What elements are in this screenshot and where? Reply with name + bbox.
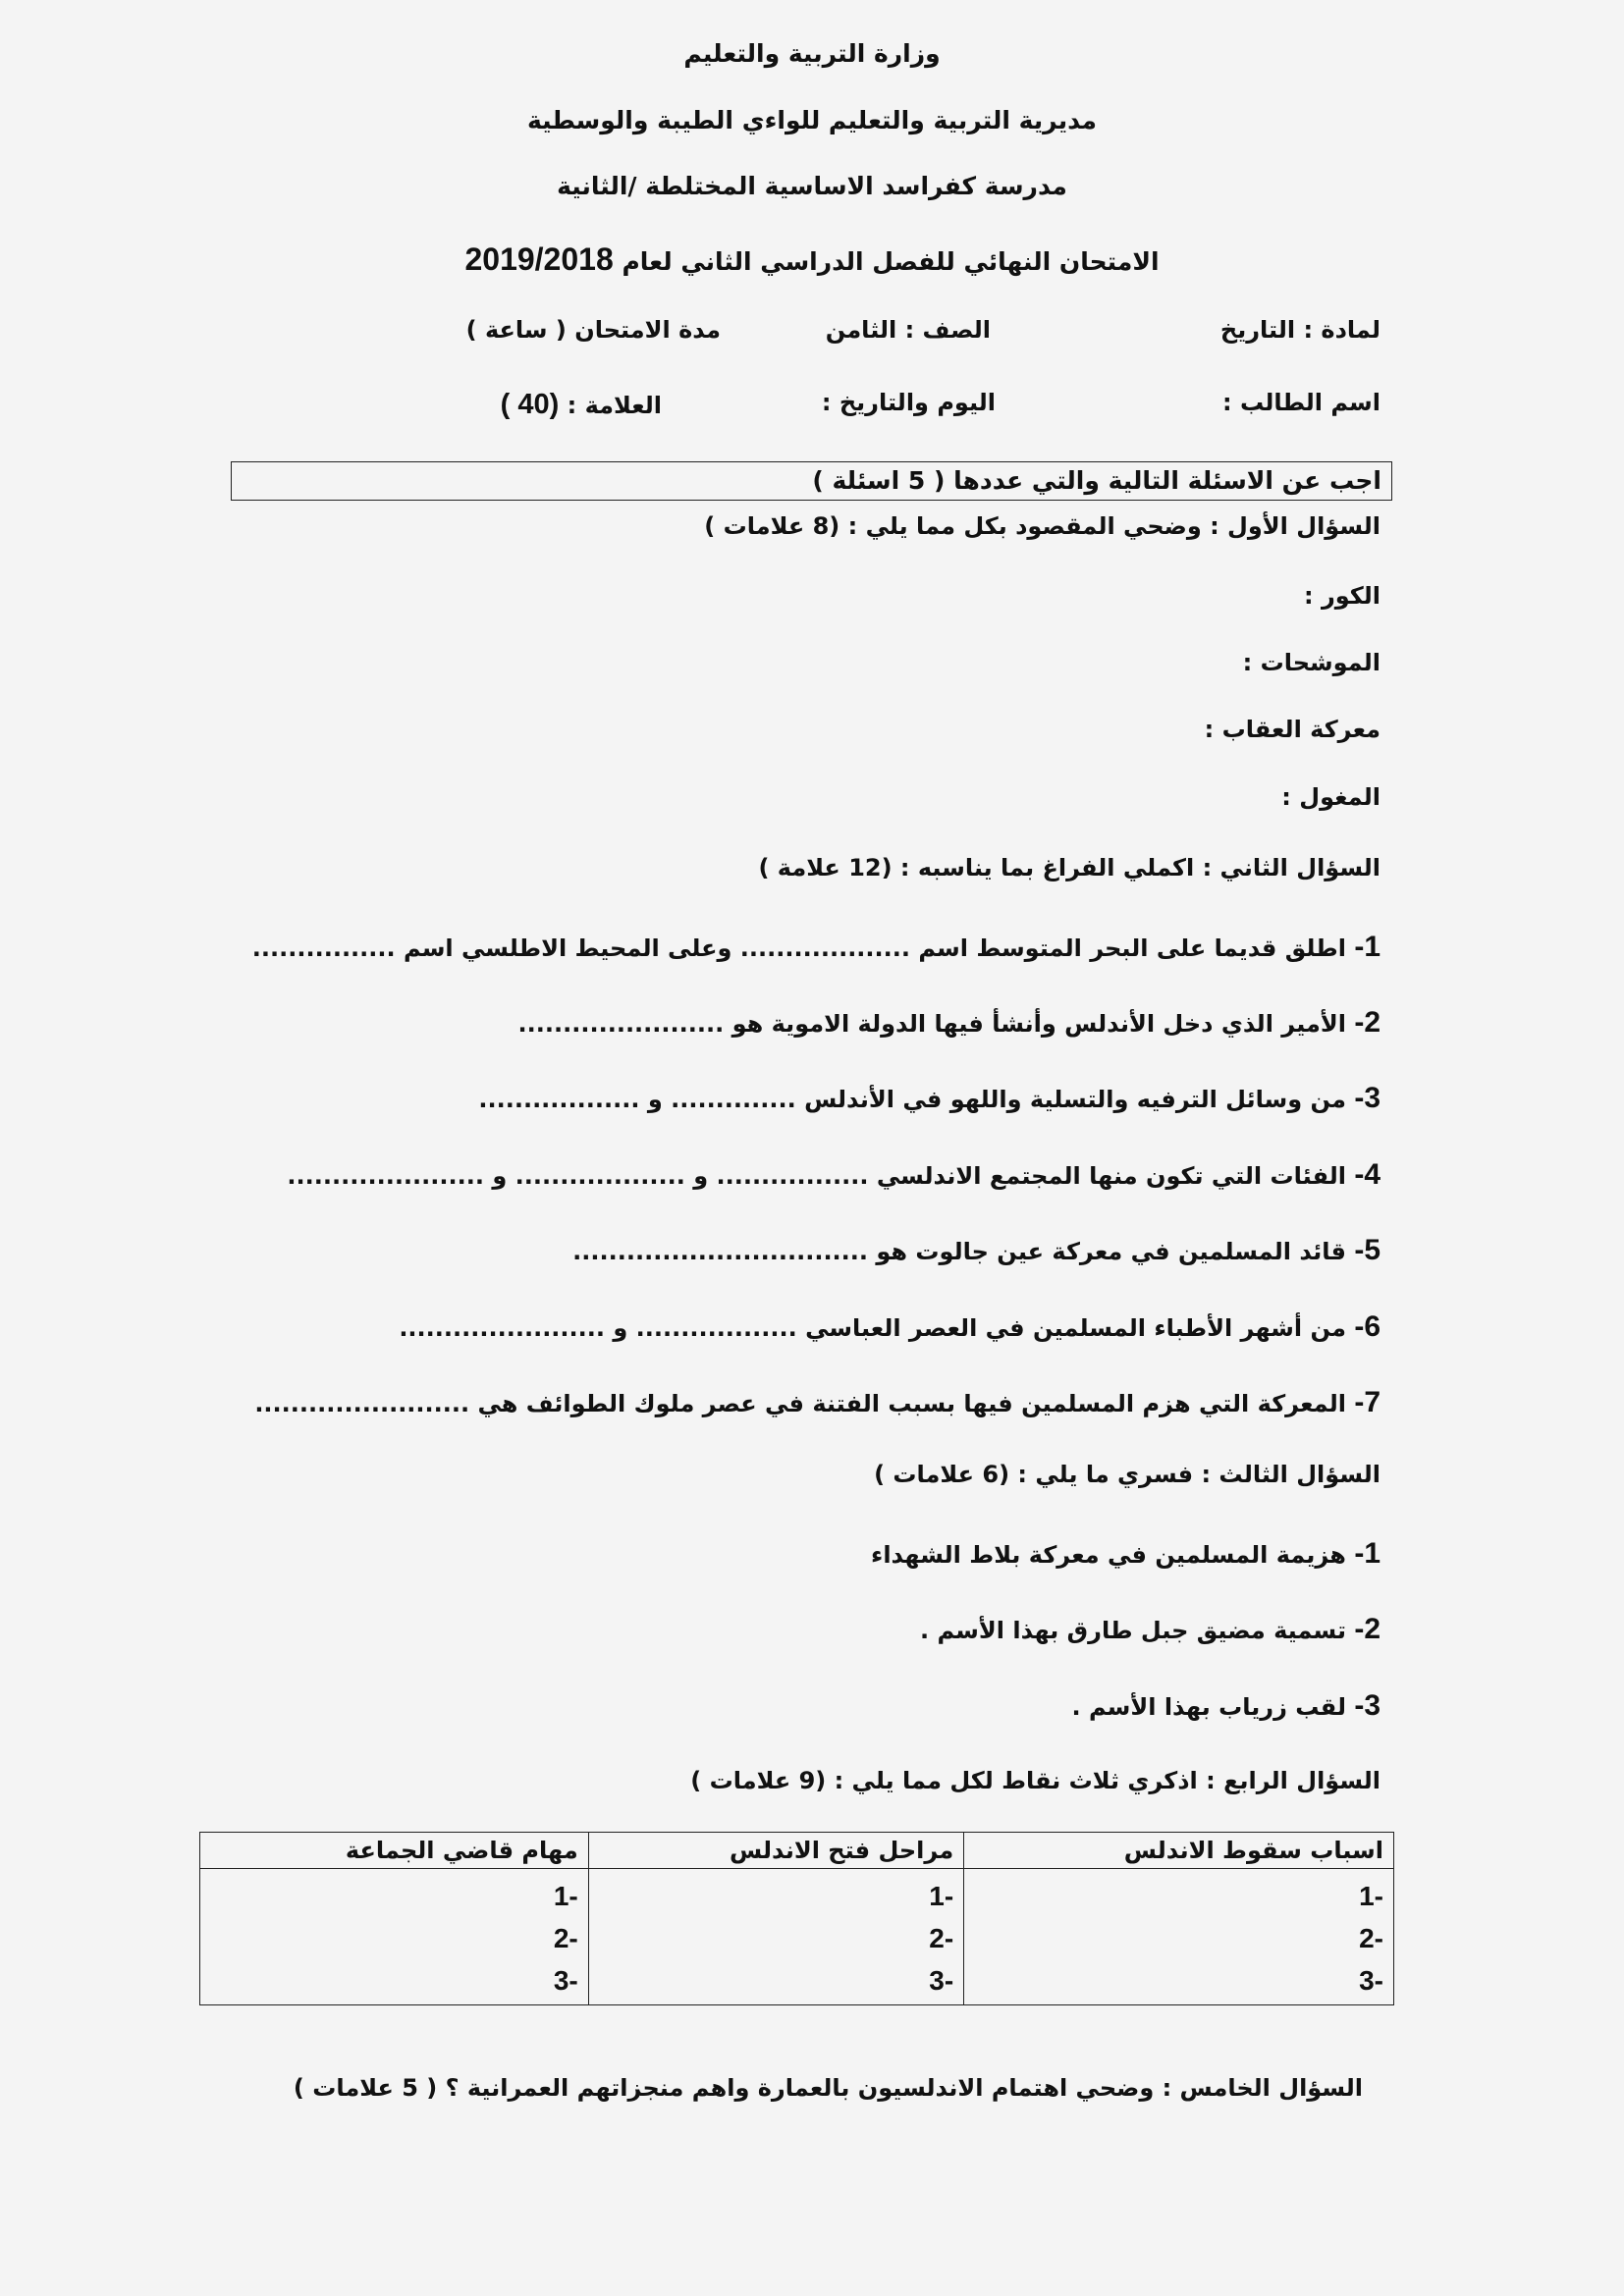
row-label: -1: [553, 1881, 578, 1911]
instruction-text: اجب عن الاسئلة التالية والتي عددها ( 5 اسئلة ): [812, 466, 1381, 495]
q2-item-text: من وسائل الترفيه والتسلية واللهو في الأندلس .............. و ..................: [478, 1086, 1346, 1113]
q2-title: السؤال الثاني : اكملي الفراغ بما يناسبه : (12 علامة ): [758, 854, 1380, 881]
q2-item-text: من أشهر الأطباء المسلمين في العصر العباسي .................. و .......................: [399, 1314, 1346, 1342]
q2-item-3: [478, 1082, 1380, 1115]
q4-answer-cell[interactable]: [588, 1869, 963, 2005]
q2-item-1: [252, 931, 1380, 964]
q2-item-number: 5-: [1354, 1234, 1380, 1266]
q2-item-number: 1-: [1354, 931, 1380, 963]
q4-answer-cell[interactable]: [200, 1869, 589, 2005]
q4-title: السؤال الرابع : اذكري ثلاث نقاط لكل مما يلي : (9 علامات ): [690, 1767, 1380, 1794]
q3-item-number: 2-: [1354, 1613, 1380, 1645]
row-label: -1: [1359, 1881, 1383, 1911]
exam-title-text: الامتحان النهائي للفصل الدراسي الثاني لعام: [622, 247, 1160, 276]
duration-label: مدة الامتحان ( ساعة ): [465, 316, 721, 344]
q2-item-text: اطلق قديما على البحر المتوسط اسم ................... وعلى المحيط الاطلسي اسم ................: [251, 934, 1346, 962]
q2-item-text: الأمير الذي دخل الأندلس وأنشأ فيها الدولة الاموية هو .......................: [517, 1010, 1346, 1038]
q3-item-1: [871, 1537, 1380, 1571]
row-label: -1: [929, 1881, 954, 1911]
q2-item-number: 2-: [1354, 1006, 1380, 1039]
mark-label: [501, 389, 662, 421]
q3-item-2: [920, 1613, 1380, 1646]
q2-item-2: [518, 1006, 1380, 1040]
row-label: -3: [929, 1965, 954, 1996]
q4-answer-cell[interactable]: [964, 1869, 1394, 2005]
q2-item-number: 4-: [1354, 1158, 1380, 1191]
q2-item-6: [399, 1310, 1380, 1344]
q2-item-number: 3-: [1354, 1082, 1380, 1114]
day-date-label: اليوم والتاريخ :: [821, 389, 996, 416]
instruction-box: [231, 461, 1392, 501]
exam-year: 2019/2018: [464, 241, 614, 277]
row-label: -2: [553, 1923, 578, 1953]
row-label: -3: [1359, 1965, 1383, 1996]
q1-item: المغول :: [1281, 783, 1380, 811]
subject-label: لمادة : التاريخ: [1219, 316, 1380, 344]
q2-item-number: 6-: [1354, 1310, 1380, 1343]
q2-item-text: المعركة التي هزم المسلمين فيها بسبب الفتنة في عصر ملوك الطوائف هي ........................: [254, 1390, 1346, 1417]
q4-header-row: [200, 1833, 1394, 1869]
mark-label-text: العلامة :: [567, 392, 662, 419]
q3-item-3: [1071, 1689, 1380, 1723]
q4-answer-row: [200, 1869, 1394, 2005]
student-name-label: اسم الطالب :: [1221, 389, 1380, 416]
q4-col-header: مهام قاضي الجماعة: [200, 1833, 589, 1869]
mark-value: (40 ): [500, 389, 560, 420]
ministry-title: وزارة التربية والتعليم: [683, 39, 941, 68]
row-label: -2: [929, 1923, 954, 1953]
q4-col-header: مراحل فتح الاندلس: [588, 1833, 963, 1869]
row-label: -3: [553, 1965, 578, 1996]
q3-item-text: تسمية مضيق جبل طارق بهذا الأسم .: [920, 1617, 1346, 1644]
q2-item-5: [572, 1234, 1380, 1267]
q3-item-text: لقب زرياب بهذا الأسم .: [1071, 1693, 1346, 1721]
q1-item: الموشحات :: [1242, 649, 1380, 676]
exam-title: [0, 241, 1624, 278]
q1-title: السؤال الأول : وضحي المقصود بكل مما يلي : (8 علامات ): [704, 512, 1380, 540]
q3-item-text: هزيمة المسلمين في معركة بلاط الشهداء: [871, 1541, 1346, 1569]
q3-item-number: 3-: [1354, 1689, 1380, 1722]
q5-title: السؤال الخامس : وضحي اهتمام الاندلسيون بالعمارة واهم منجزاتهم العمرانية ؟ ( 5 علامات ): [293, 2074, 1363, 2102]
school-title: مدرسة كفراسد الاساسية المختلطة /الثانية: [557, 172, 1067, 200]
q2-item-7: [254, 1386, 1380, 1419]
q1-item: معركة العقاب :: [1204, 716, 1380, 743]
q2-item-number: 7-: [1354, 1386, 1380, 1418]
q1-item: الكور :: [1303, 582, 1380, 610]
q4-table: [199, 1832, 1394, 2005]
q3-title: السؤال الثالث : فسري ما يلي : (6 علامات ): [874, 1461, 1380, 1488]
row-label: -2: [1359, 1923, 1383, 1953]
q4-col-header: اسباب سقوط الاندلس: [964, 1833, 1394, 1869]
directorate-title: مديرية التربية والتعليم للواءي الطيبة والوسطية: [526, 106, 1098, 134]
q2-item-text: الفئات التي تكون منها المجتمع الاندلسي ................. و ................... و ......................: [287, 1162, 1346, 1190]
q2-item-4: [287, 1158, 1380, 1192]
grade-label: الصف : الثامن: [825, 316, 991, 344]
q3-item-number: 1-: [1354, 1537, 1380, 1570]
q2-item-text: قائد المسلمين في معركة عين جالوت هو .................................: [572, 1238, 1346, 1265]
